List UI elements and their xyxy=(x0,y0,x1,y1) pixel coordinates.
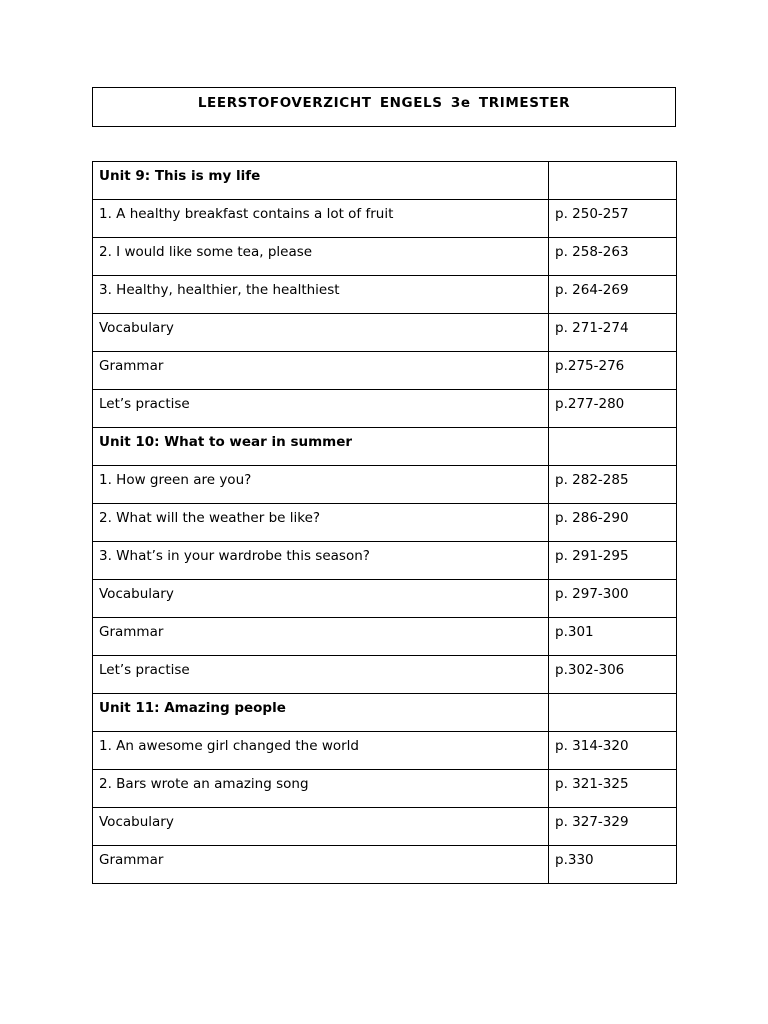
table-row xyxy=(93,770,677,808)
topic-cell: 2. Bars wrote an amazing song xyxy=(93,770,549,808)
curriculum-table-body xyxy=(93,162,677,884)
page-range-cell xyxy=(549,428,677,466)
unit-title-cell: Unit 11: Amazing people xyxy=(93,694,549,732)
document-title: LEERSTOFOVERZICHT ENGELS 3e TRIMESTER xyxy=(197,95,571,111)
table-row xyxy=(93,504,677,542)
table-row xyxy=(93,466,677,504)
table-row xyxy=(93,276,677,314)
topic-cell: Vocabulary xyxy=(93,580,549,618)
table-row xyxy=(93,618,677,656)
document-title-box xyxy=(92,87,676,127)
table-row xyxy=(93,200,677,238)
page-range-cell xyxy=(549,694,677,732)
table-row xyxy=(93,314,677,352)
page-range-cell: p. 264-269 xyxy=(549,276,677,314)
page-range-cell: p. 327-329 xyxy=(549,808,677,846)
topic-cell: Vocabulary xyxy=(93,314,549,352)
topic-cell: 2. What will the weather be like? xyxy=(93,504,549,542)
topic-cell: 3. Healthy, healthier, the healthiest xyxy=(93,276,549,314)
page-range-cell: p.302-306 xyxy=(549,656,677,694)
page-range-cell: p. 271-274 xyxy=(549,314,677,352)
topic-cell: 2. I would like some tea, please xyxy=(93,238,549,276)
topic-cell: Let’s practise xyxy=(93,390,549,428)
table-row xyxy=(93,846,677,884)
table-row xyxy=(93,808,677,846)
unit-title-cell: Unit 10: What to wear in summer xyxy=(93,428,549,466)
page-range-cell: p.330 xyxy=(549,846,677,884)
topic-cell: Let’s practise xyxy=(93,656,549,694)
page-range-cell: p. 297-300 xyxy=(549,580,677,618)
page-range-cell: p. 250-257 xyxy=(549,200,677,238)
page-range-cell: p.301 xyxy=(549,618,677,656)
curriculum-table xyxy=(92,161,677,884)
topic-cell: 1. A healthy breakfast contains a lot of fruit xyxy=(93,200,549,238)
page-range-cell: p. 321-325 xyxy=(549,770,677,808)
topic-cell: 1. An awesome girl changed the world xyxy=(93,732,549,770)
topic-cell: Grammar xyxy=(93,618,549,656)
topic-cell: Vocabulary xyxy=(93,808,549,846)
table-row xyxy=(93,542,677,580)
table-row xyxy=(93,732,677,770)
table-row xyxy=(93,390,677,428)
unit-title-cell: Unit 9: This is my life xyxy=(93,162,549,200)
table-row xyxy=(93,352,677,390)
page-range-cell: p. 282-285 xyxy=(549,466,677,504)
page-range-cell xyxy=(549,162,677,200)
unit-heading-row xyxy=(93,162,677,200)
table-row xyxy=(93,656,677,694)
topic-cell: 1. How green are you? xyxy=(93,466,549,504)
unit-heading-row xyxy=(93,694,677,732)
page-range-cell: p. 291-295 xyxy=(549,542,677,580)
table-row xyxy=(93,580,677,618)
page-range-cell: p.277-280 xyxy=(549,390,677,428)
page-range-cell: p.275-276 xyxy=(549,352,677,390)
page-range-cell: p. 258-263 xyxy=(549,238,677,276)
topic-cell: 3. What’s in your wardrobe this season? xyxy=(93,542,549,580)
table-row xyxy=(93,238,677,276)
topic-cell: Grammar xyxy=(93,846,549,884)
unit-heading-row xyxy=(93,428,677,466)
page-range-cell: p. 314-320 xyxy=(549,732,677,770)
page-range-cell: p. 286-290 xyxy=(549,504,677,542)
topic-cell: Grammar xyxy=(93,352,549,390)
